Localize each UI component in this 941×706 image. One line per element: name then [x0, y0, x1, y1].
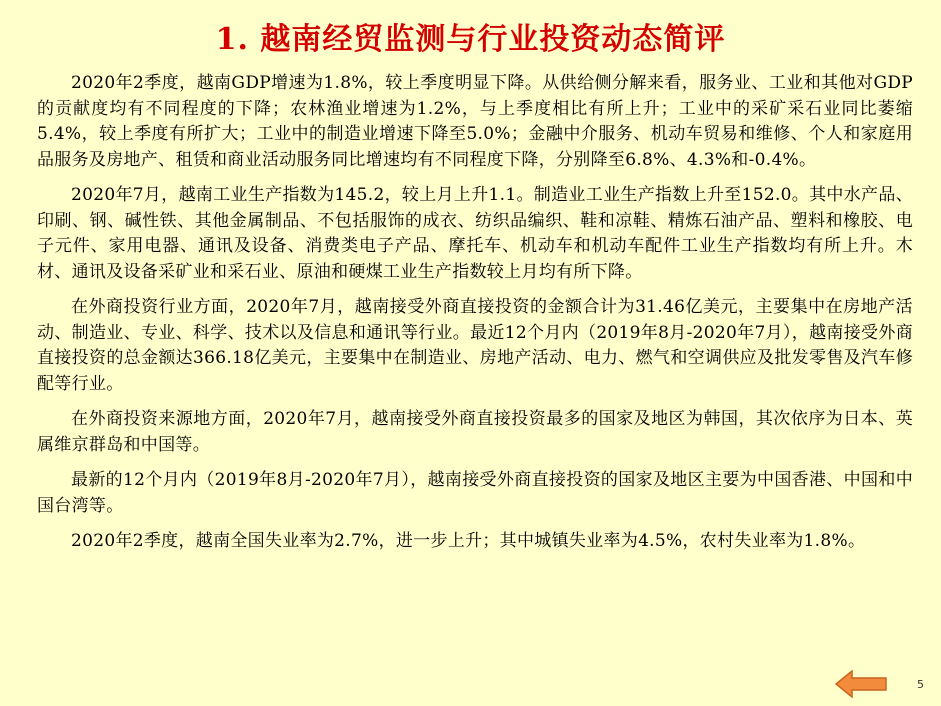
paragraph-industrial-production: 2020年7月，越南工业生产指数为145.2，较上月上升1.1。制造业工业生产指数上升至152.0。其中水产品、印刷、钢、碱性铁、其他金属制品、不包括服饰的成衣、纺织品编织、鞋和凉鞋、精炼石油产品、塑料和橡胶、电子元件、家用电器、通讯及设备、消费类电子产品、摩托车、机动车和机动车配件工业生产指数均有所上升。木材、通讯及设备采矿业和采石业、原油和硬煤工业生产指数较上月均有所下降。	[37, 185, 913, 282]
page-number: 5	[917, 678, 924, 691]
paragraph-unemployment: 2020年2季度，越南全国失业率为2.7%，进一步上升；其中城镇失业率为4.5%，农村失业率为1.8%。	[71, 531, 866, 551]
paragraph-fdi-industries: 在外商投资行业方面，2020年7月，越南接受外商直接投资的金额合计为31.46亿美元，主要集中在房地产活动、制造业、专业、科学、技术以及信息和通讯等行业。最近12个月内（2019年8月-2020年7月），越南接受外商直接投资的总金额达366.18亿美元，主要集中在制造业、房地产活动、电力、燃气和空调供应及批发零售及汽车修配等行业。	[37, 297, 913, 394]
slide-body	[37, 71, 913, 565]
paragraph-gdp: 2020年2季度，越南GDP增速为1.8%，较上季度明显下降。从供给侧分解来看，服务业、工业和其他对GDP的贡献度均有不同程度的下降；农林渔业增速为1.2%，与上季度相比有所上升；工业中的采矿采石业同比萎缩5.4%，较上季度有所扩大；工业中的制造业增速下降至5.0%；金融中介服务、机动车贸易和维修、个人和家庭用品服务及房地产、租赁和商业活动服务同比增速均有不同程度下降，分别降至6.8%、4.3%和-0.4%。	[37, 73, 913, 170]
back-button[interactable]	[835, 670, 887, 698]
paragraph-fdi-sources-12m: 最新的12个月内（2019年8月-2020年7月），越南接受外商直接投资的国家及地区主要为中国香港、中国和中国台湾等。	[37, 470, 913, 516]
slide-title: 1. 越南经贸监测与行业投资动态简评	[215, 22, 726, 57]
left-arrow-icon	[835, 670, 887, 698]
paragraph-fdi-sources: 在外商投资来源地方面，2020年7月，越南接受外商直接投资最多的国家及地区为韩国，其次依序为日本、英属维京群岛和中国等。	[37, 409, 913, 455]
